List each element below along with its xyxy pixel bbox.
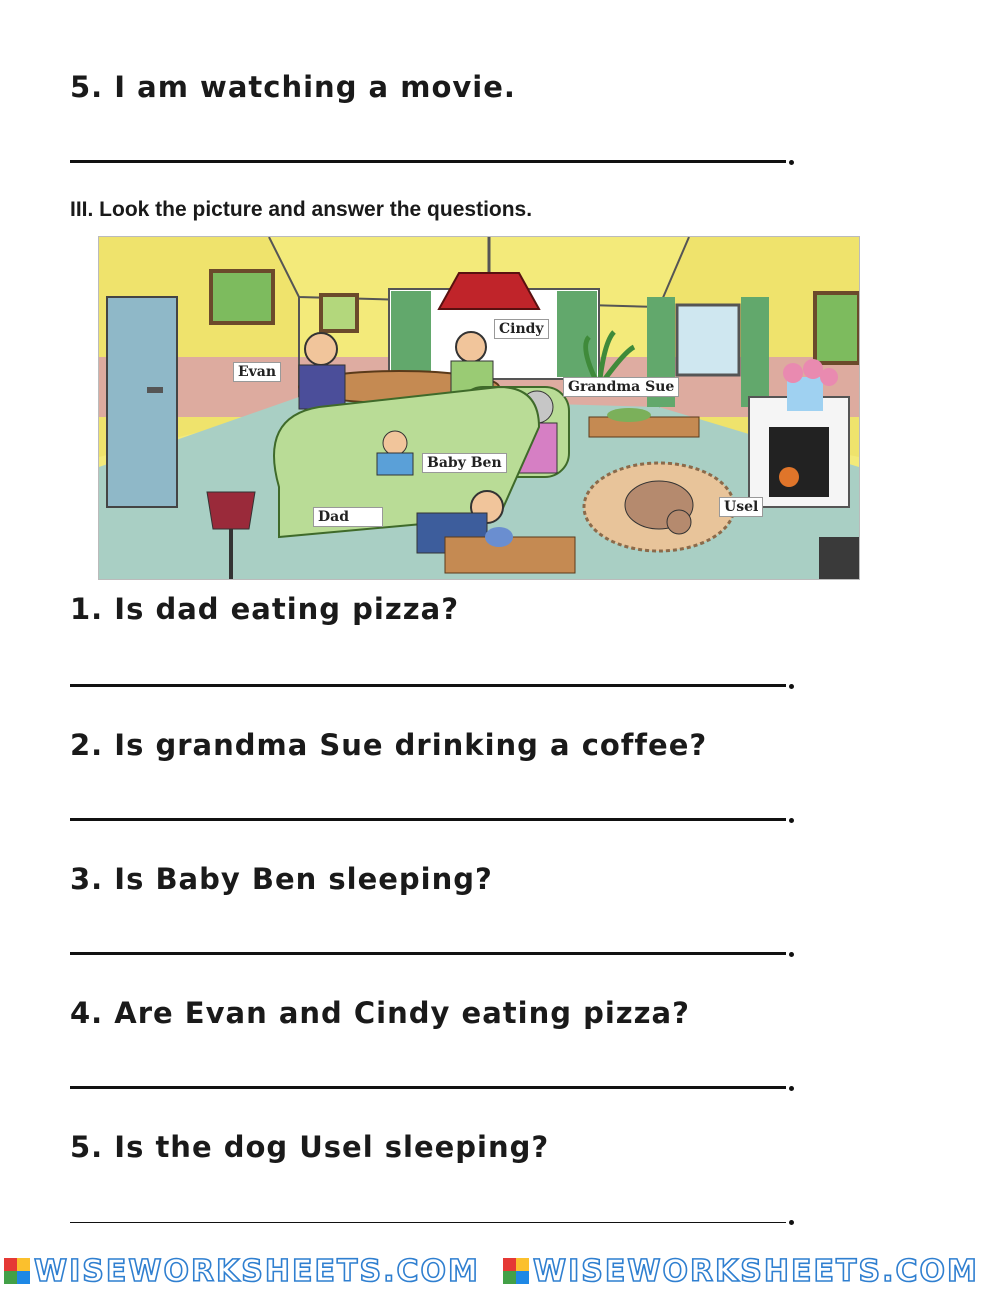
section-title: III. Look the picture and answer the questions. bbox=[70, 198, 533, 221]
line-end-dot bbox=[789, 818, 794, 823]
question-1: 1. Is dad eating pizza? bbox=[70, 592, 460, 626]
line-end-dot bbox=[789, 1220, 794, 1225]
brand-text-left: WISEWORKSHEETS.COM bbox=[34, 1253, 480, 1289]
question-2: 2. Is grandma Sue drinking a coffee? bbox=[70, 728, 708, 762]
answer-line-2[interactable] bbox=[70, 818, 786, 821]
living-room-illustration bbox=[99, 237, 859, 579]
wiseworksheets-logo-icon bbox=[503, 1258, 529, 1284]
label-baby-ben: Baby Ben bbox=[422, 453, 507, 473]
answer-line-1[interactable] bbox=[70, 684, 786, 687]
label-cindy: Cindy bbox=[494, 319, 549, 339]
brand-watermark-right bbox=[503, 1254, 979, 1288]
question-intro: 5. I am watching a movie. bbox=[70, 70, 516, 104]
label-usel: Usel bbox=[719, 497, 763, 517]
line-end-dot bbox=[789, 160, 794, 165]
brand-text-right: WISEWORKSHEETS.COM bbox=[533, 1253, 979, 1289]
footer-watermark bbox=[0, 1252, 1000, 1291]
question-3: 3. Is Baby Ben sleeping? bbox=[70, 862, 493, 896]
answer-line-intro[interactable] bbox=[70, 160, 786, 163]
line-end-dot bbox=[789, 952, 794, 957]
answer-line-4[interactable] bbox=[70, 1086, 786, 1089]
line-end-dot bbox=[789, 1086, 794, 1091]
label-dad: Dad bbox=[313, 507, 383, 527]
answer-line-5[interactable] bbox=[70, 1222, 786, 1223]
question-4: 4. Are Evan and Cindy eating pizza? bbox=[70, 996, 690, 1030]
line-end-dot bbox=[789, 684, 794, 689]
living-room-picture bbox=[98, 236, 860, 580]
wiseworksheets-logo-icon bbox=[4, 1258, 30, 1284]
brand-watermark-left bbox=[4, 1254, 480, 1288]
answer-line-3[interactable] bbox=[70, 952, 786, 955]
question-5: 5. Is the dog Usel sleeping? bbox=[70, 1130, 550, 1164]
label-evan: Evan bbox=[233, 362, 281, 382]
label-grandma-sue: Grandma Sue bbox=[563, 377, 679, 397]
